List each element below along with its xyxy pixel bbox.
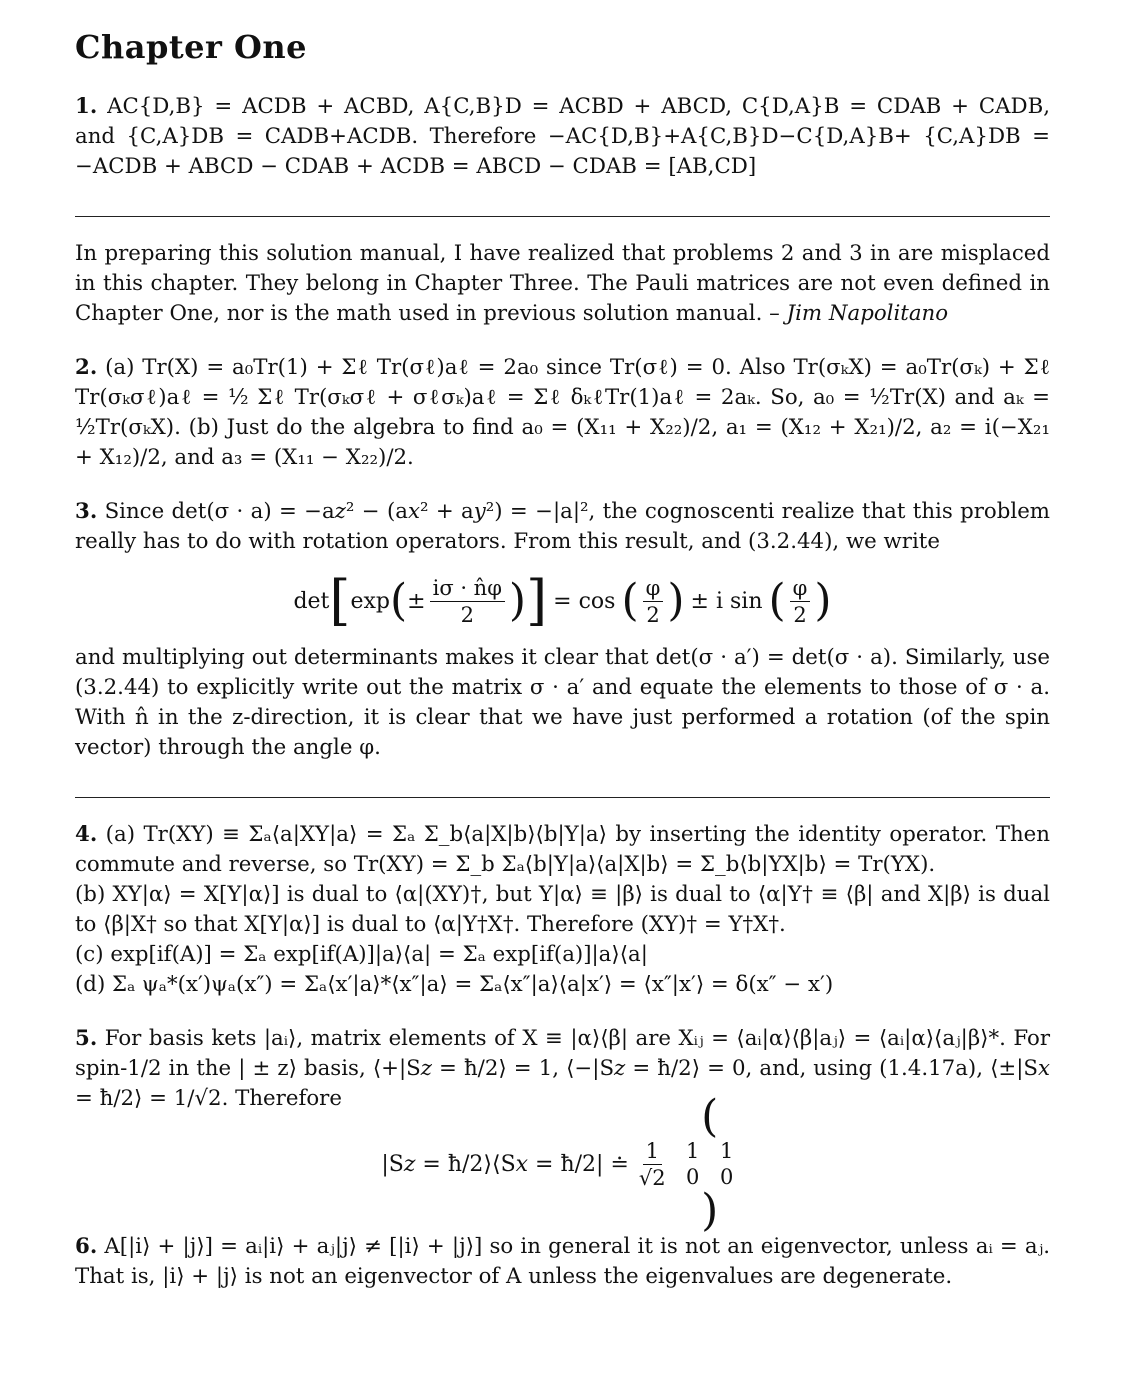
- eq3-numerator: iσ · n̂φ: [430, 575, 505, 602]
- eq3-denominator: 2: [460, 602, 474, 627]
- author-name: Jim Napolitano: [786, 301, 949, 326]
- problem-2: [75, 353, 1050, 473]
- problem-4-part-c: (c) exp[if(A)] = Σₐ exp[if(A)]|a⟩⟨a| = Σₐ exp[if(a)]|a⟩⟨a|: [75, 942, 648, 967]
- problem-2-text: (a) Tr(X) = a₀Tr(1) + Σℓ Tr(σℓ)aℓ = 2a₀ since Tr(σℓ) = 0. Also Tr(σₖX) = a₀Tr(σₖ) + Σℓ Tr(σₖσℓ)aℓ = ½ Σℓ Tr(σₖσℓ + σℓσₖ)aℓ = Σℓ δₖℓTr(1)aℓ = 2aₖ. So, a₀ = ½Tr(X) and aₖ = ½Tr(σₖX). (b) Just do the algebra to find a₀ = (X₁₁ + X₂₂)/2, a₁ = (X₁₂ + X₂₁)/2, a₂ = i(−X₂₁ + X₁₂)/2, and a₃ = (X₁₁ − X₂₂)/2.: [75, 355, 1050, 470]
- eq3-pm-i-sin: ± i sin: [690, 588, 763, 614]
- eq3-sin-phi: φ: [790, 575, 811, 602]
- eq5-matrix-right-paren: ): [701, 1185, 719, 1236]
- problem-5-number: 5.: [75, 1026, 98, 1051]
- problem-6-text: A[|i⟩ + |j⟩] = aᵢ|i⟩ + aⱼ|j⟩ ≠ [|i⟩ + |j⟩] so in general it is not an eigenvector, unless aᵢ = aⱼ. That is, |i⟩ + |j⟩ is not an eigenvector of A unless the eigenvalues are degenerate.: [75, 1234, 1050, 1289]
- problem-2-number: 2.: [75, 355, 98, 380]
- problem-1: [75, 92, 1050, 182]
- eq3-right-bracket: ]: [526, 569, 548, 632]
- eq5-lhs: |S𝑧 = ħ/2⟩⟨S𝑥 = ħ/2| ≐: [381, 1151, 629, 1177]
- divider-2: [75, 797, 1050, 798]
- problem-6-number: 6.: [75, 1234, 98, 1259]
- eq3-sin-two: 2: [793, 602, 807, 627]
- eq3-cos-right-paren: ): [667, 575, 685, 626]
- eq5-matrix-cell: 1: [685, 1139, 700, 1163]
- author-note: [75, 239, 1050, 329]
- eq3-pm: ±: [407, 588, 426, 614]
- problem-5-equation: [75, 1091, 1050, 1236]
- page-content: [75, 28, 1050, 1292]
- eq5-matrix-cells: [676, 1139, 744, 1189]
- eq5-numerator: 1: [643, 1138, 662, 1165]
- eq3-det: det: [293, 588, 330, 614]
- eq5-matrix-cell: 0: [719, 1165, 734, 1189]
- problem-4-part-b: (b) XY|α⟩ = X[Y|α⟩] is dual to ⟨α|(XY)†, but Y|α⟩ ≡ |β⟩ is dual to ⟨α|Y† ≡ ⟨β| and X|β⟩ is dual to ⟨β|X† so that X[Y|α⟩] is dual to ⟨α|Y†X†. Therefore (XY)† = Y†X†.: [75, 882, 1050, 937]
- eq3-sin-right-paren: ): [814, 575, 832, 626]
- problem-1-number: 1.: [75, 94, 98, 119]
- problem-5-text: For basis kets |aᵢ⟩, matrix elements of X ≡ |α⟩⟨β| are Xᵢⱼ = ⟨aᵢ|α⟩⟨β|aⱼ⟩ = ⟨aᵢ|α⟩⟨aⱼ|β⟩*. For spin-1/2 in the | ± z⟩ basis, ⟨+|S𝑧 = ħ/2⟩ = 1, ⟨−|S𝑧 = ħ/2⟩ = 0, and, using (1.4.17a), ⟨±|S𝑥 = ħ/2⟩ = 1/√2. Therefore: [75, 1026, 1050, 1111]
- problem-4-number: 4.: [75, 822, 98, 847]
- eq3-sin-fraction: [790, 575, 811, 628]
- problem-3-equation: [75, 569, 1050, 633]
- problem-4-part-a: (a) Tr(XY) ≡ Σₐ⟨a|XY|a⟩ = Σₐ Σ_b⟨a|X|b⟩⟨b|Y|a⟩ by inserting the identity operator. Then commute and reverse, so Tr(XY) = Σ_b Σₐ⟨b|Y|a⟩⟨a|X|b⟩ = Σ_b⟨b|YX|b⟩ = Tr(YX).: [75, 822, 1050, 877]
- problem-3-text-before: Since det(σ · a) = −a𝑧² − (a𝑥² + a𝑦²) = −|a|², the cognoscenti realize that this problem really has to do with rotation operators. From this result, and (3.2.44), we write: [75, 499, 1050, 554]
- eq3-equals-cos: = cos: [553, 588, 616, 614]
- eq3-right-paren: ): [508, 575, 527, 626]
- problem-6: [75, 1232, 1050, 1292]
- chapter-title: Chapter One: [75, 28, 307, 66]
- eq5-matrix-left-paren: (: [701, 1091, 719, 1142]
- eq3-cos-phi: φ: [643, 575, 664, 602]
- problem-3-text-after: and multiplying out determinants makes it clear that det(σ · a′) = det(σ · a). Similarly, use (3.2.44) to explicitly write out the matrix σ · a′ and equate the elements to those of σ · a. With n̂ in the z-direction, it is clear that we have just performed a rotation (of the spin vector) through the angle φ.: [75, 645, 1050, 760]
- eq3-left-bracket: [: [329, 569, 351, 632]
- divider-1: [75, 216, 1050, 217]
- eq5-denominator: √2: [638, 1165, 666, 1190]
- problem-4: [75, 820, 1050, 880]
- eq5-fraction: [639, 1138, 666, 1191]
- eq3-exp: exp: [350, 588, 390, 614]
- problem-4-part-d: (d) Σₐ ψₐ*(x′)ψₐ(x″) = Σₐ⟨x′|a⟩*⟨x″|a⟩ = Σₐ⟨x″|a⟩⟨a|x′⟩ = ⟨x″|x′⟩ = δ(x″ − x′): [75, 972, 834, 997]
- eq3-left-paren: (: [390, 575, 408, 626]
- eq3-cos-two: 2: [646, 602, 660, 627]
- eq3-sin-left-paren: (: [768, 575, 786, 626]
- problem-3: [75, 497, 1050, 557]
- problem-3-number: 3.: [75, 499, 98, 524]
- eq5-matrix-cell: 1: [719, 1139, 734, 1163]
- eq3-fraction: [430, 575, 505, 628]
- problem-5: [75, 1024, 1050, 1114]
- eq3-cos-fraction: [643, 575, 664, 628]
- eq5-matrix-cell: 0: [685, 1165, 700, 1189]
- eq5-matrix: [676, 1091, 744, 1236]
- problem-1-text: AC{D,B} = ACDB + ACBD, A{C,B}D = ACBD + ABCD, C{D,A}B = CDAB + CADB, and {C,A}DB = CADB+ACDB. Therefore −AC{D,B}+A{C,B}D−C{D,A}B+ {C,A}DB = −ACDB + ABCD − CDAB + ACDB = ABCD − CDAB = [AB,CD]: [75, 94, 1050, 179]
- author-note-text: In preparing this solution manual, I have realized that problems 2 and 3 in are misplaced in this chapter. They belong in Chapter Three. The Pauli matrices are not even defined in Chapter One, nor is the math used in previous solution manual. –: [75, 241, 1050, 326]
- eq3-cos-left-paren: (: [621, 575, 639, 626]
